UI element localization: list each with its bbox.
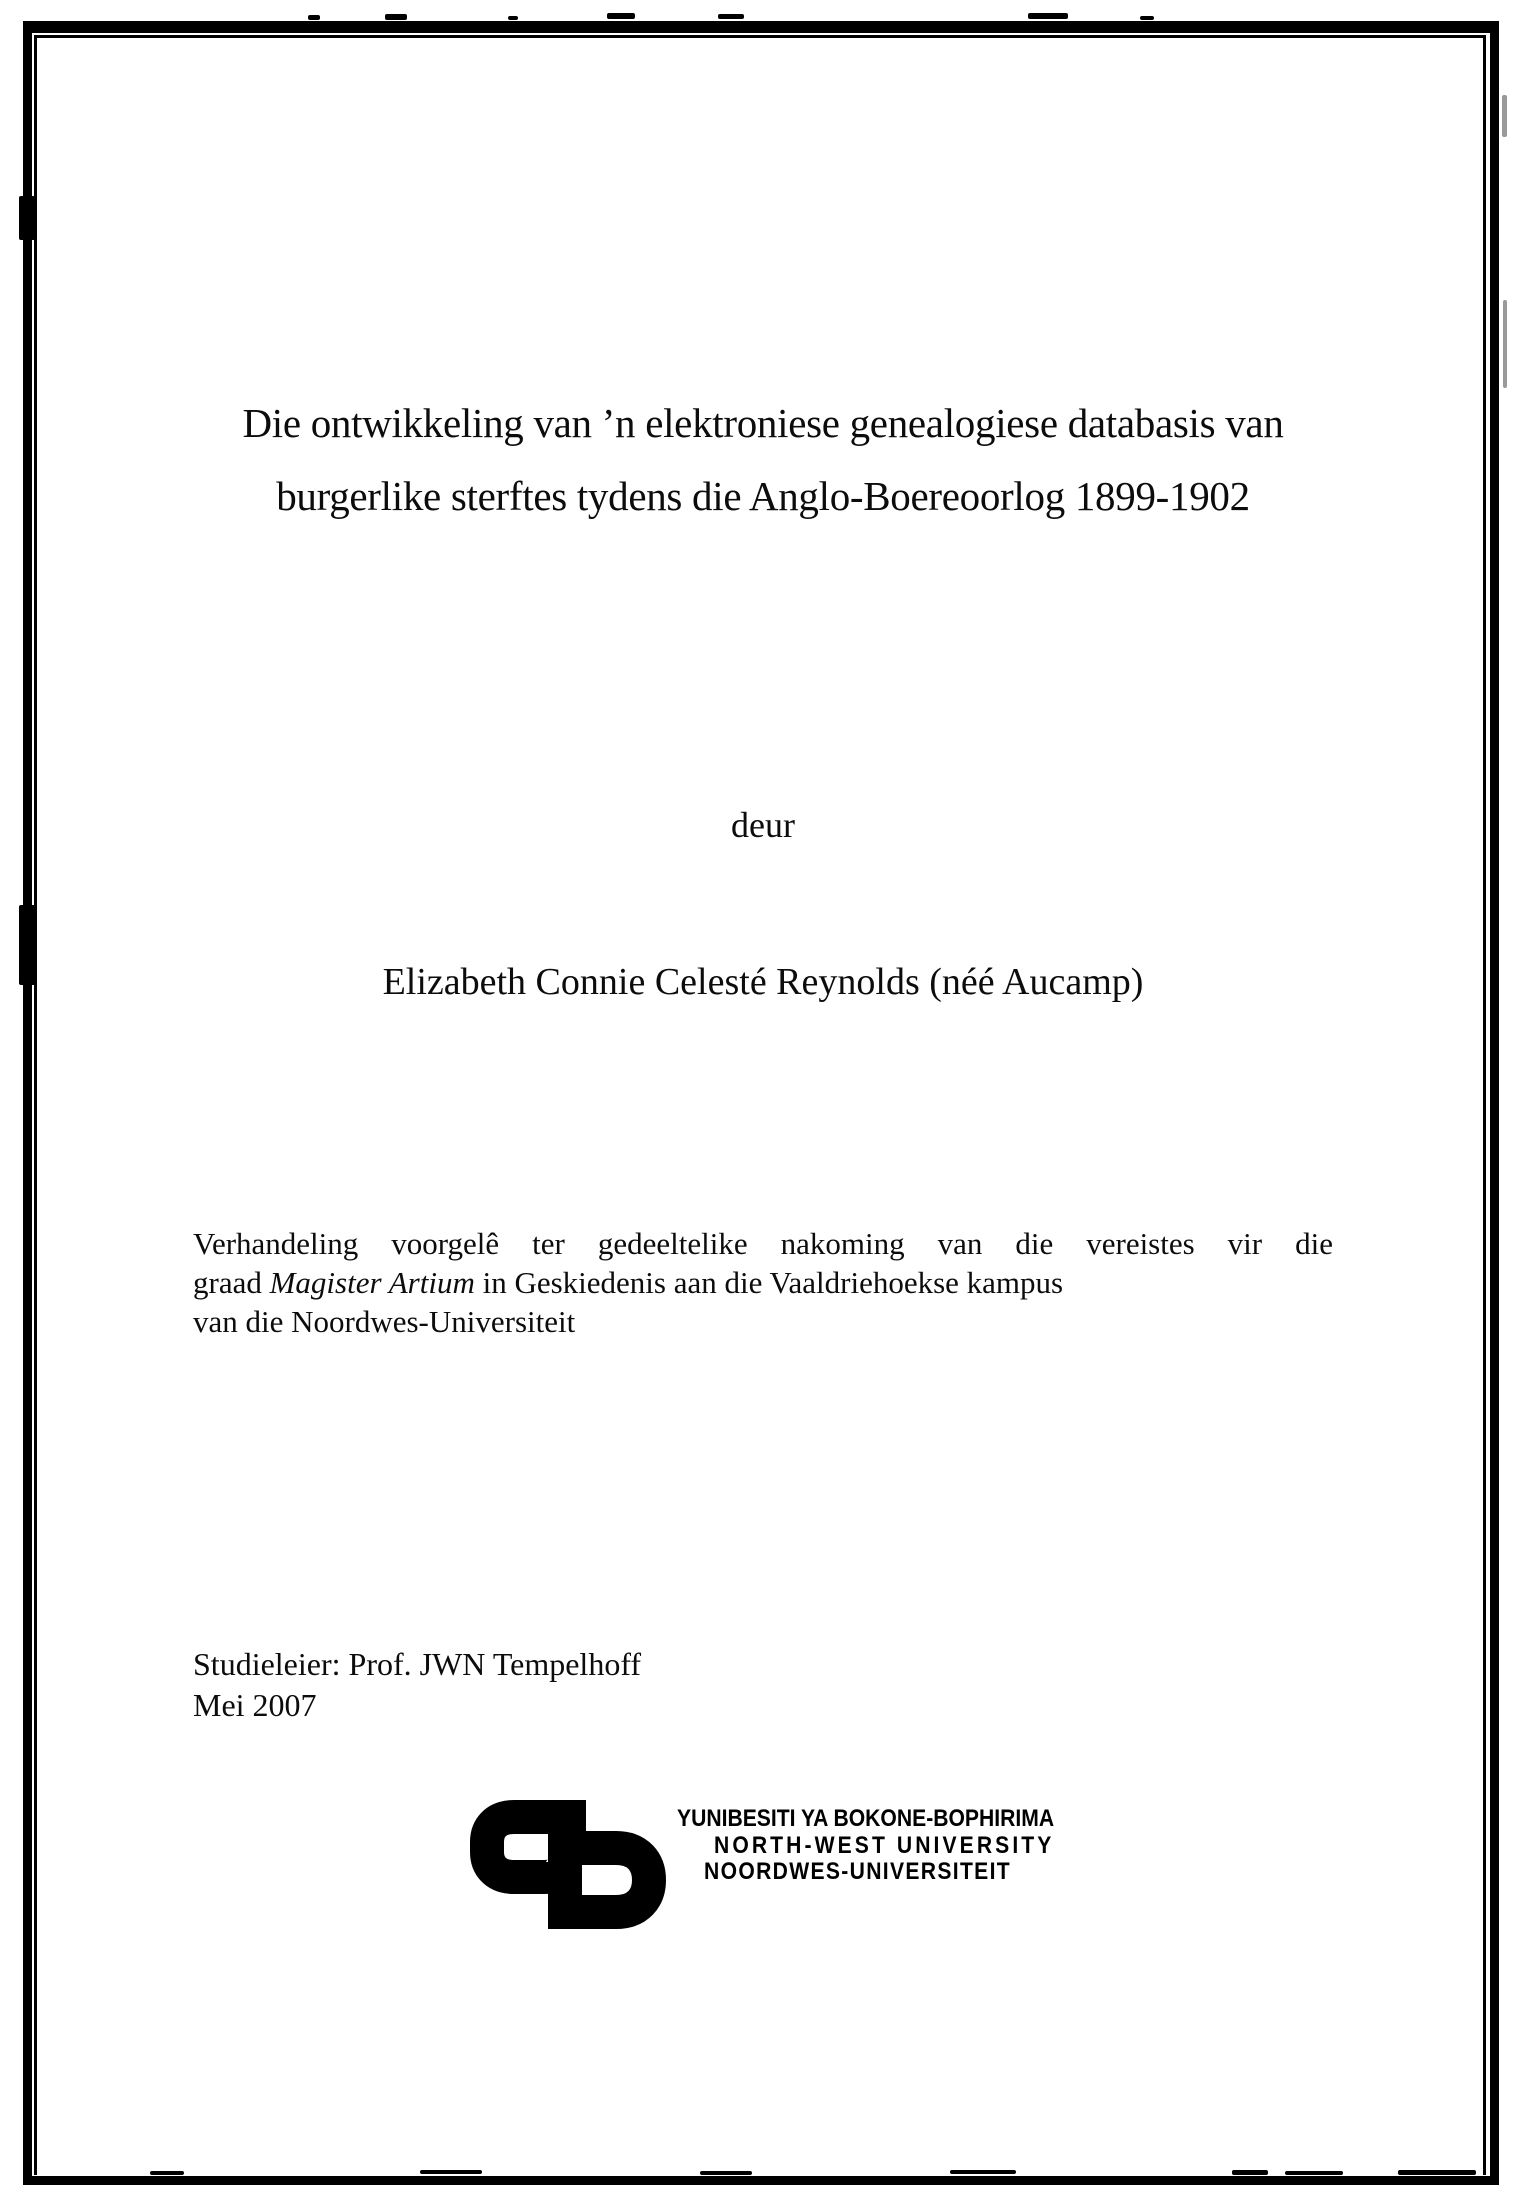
scan-artifact <box>150 2171 184 2175</box>
scan-artifact <box>1140 16 1154 20</box>
supervisor-line: Studieleier: Prof. JWN Tempelhoff <box>193 1646 642 1682</box>
scan-artifact <box>1398 2170 1476 2175</box>
nwu-logo-mark <box>468 1800 668 1930</box>
scan-artifact <box>385 14 407 20</box>
degree-statement-line2 <box>193 1263 1333 1302</box>
scan-artifact <box>420 2170 482 2174</box>
scan-artifact <box>1285 2171 1343 2175</box>
date-line: Mei 2007 <box>193 1687 317 1723</box>
scan-artifact <box>1503 300 1507 388</box>
degree-statement-line2-prefix: graad <box>193 1265 270 1300</box>
logo-text-afrikaans: NOORDWES-UNIVERSITEIT <box>704 1858 1011 1885</box>
logo-text-setswana: YUNIBESITI YA BOKONE-BOPHIRIMA <box>677 1805 1055 1832</box>
scan-artifact <box>718 14 744 19</box>
author-name: Elizabeth Connie Celesté Reynolds (néé Aucamp) <box>382 961 1144 1003</box>
scan-artifact <box>508 16 518 20</box>
scan-artifact <box>700 2171 752 2175</box>
degree-statement-line1: Verhandeling voorgelê ter gedeeltelike nakoming van die vereistes vir die <box>193 1226 1333 1261</box>
thesis-title-line1: Die ontwikkeling van ’n elektroniese genealogiese databasis van <box>242 400 1284 446</box>
scan-artifact <box>1028 13 1068 19</box>
thesis-title-line2: burgerlike sterftes tydens die Anglo-Boereoorlog 1899-1902 <box>276 473 1250 519</box>
scan-artifact <box>1502 95 1507 137</box>
degree-statement-line2-suffix: in Geskiedenis aan die Vaaldriehoekse kampus <box>474 1265 1064 1300</box>
degree-name-italic: Magister Artium <box>269 1265 475 1300</box>
scan-artifact <box>308 15 320 20</box>
degree-statement-line3: van die Noordwes-Universiteit <box>193 1304 576 1339</box>
scan-artifact <box>19 905 36 985</box>
degree-statement <box>193 1224 1333 1341</box>
scan-artifact <box>1232 2170 1268 2175</box>
scan-artifact <box>950 2170 1016 2174</box>
logo-text-english: NORTH-WEST UNIVERSITY <box>714 1832 1055 1859</box>
scan-artifact <box>19 196 35 240</box>
byline-deur: deur <box>731 805 795 845</box>
scan-artifact <box>607 13 635 19</box>
supervisor-block <box>193 1644 641 1726</box>
